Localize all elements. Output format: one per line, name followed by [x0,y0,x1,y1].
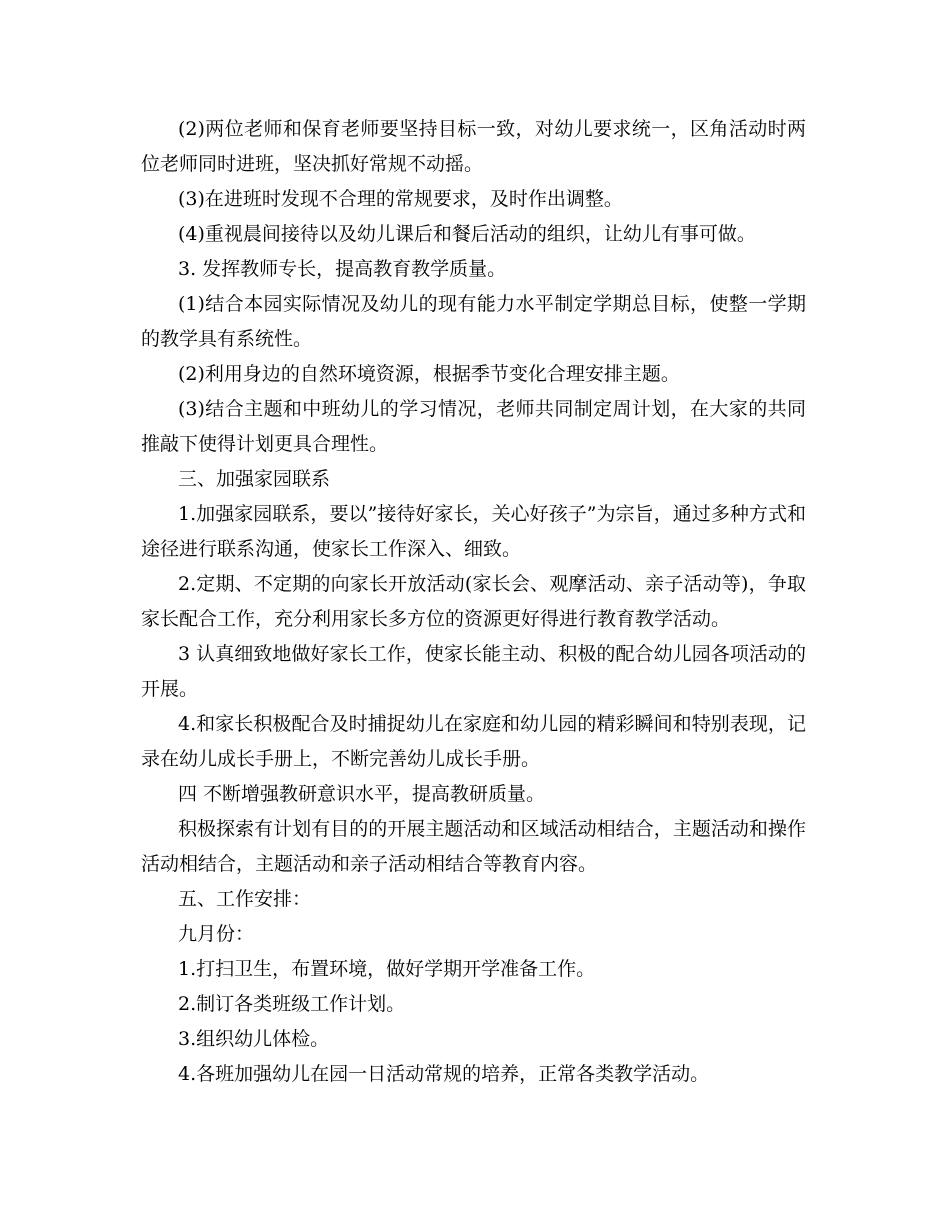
list-item-september-3: 3.组织幼儿体检。 [178,1028,330,1050]
paragraph-semester-goals: (1)结合本园实际情况及幼儿的现有能力水平制定学期总目标，使整一学期的教学具有系统性。 [141,293,806,350]
paragraph-contact-2: 2.定期、不定期的向家长开放活动(家长会、观摩活动、亲子活动等)，争取家长配合工作，充分利用家长多方位的资源更好得进行教育教学活动。 [141,573,806,630]
heading-september: 九月份： [178,923,255,945]
paragraph-contact-3: 3 认真细致地做好家长工作，使家长能主动、积极的配合幼儿园各项活动的开展。 [141,643,806,700]
list-item-september-4: 4.各班加强幼儿在园一日活动常规的培养，正常各类教学活动。 [178,1063,710,1085]
heading-teacher-strengths: 3. 发挥教师专长，提高教育教学质量。 [178,258,507,280]
paragraph-contact-1: 1.加强家园联系，要以”接待好家长，关心好孩子”为宗旨，通过多种方式和途径进行联系沟通，使家长工作深入、细致。 [141,503,806,560]
document-body [141,112,806,1092]
heading-work-arrangement: 五、工作安排： [178,888,312,910]
heading-home-school-contact: 三、加强家园联系 [178,468,331,490]
paragraph-morning-reception: (4)重视晨间接待以及幼儿课后和餐后活动的组织，让幼儿有事可做。 [178,223,756,245]
paragraph-weekly-plan: (3)结合主题和中班幼儿的学习情况，老师共同制定周计划，在大家的共同推敲下使得计划更具合理性。 [141,398,806,455]
paragraph-natural-resources: (2)利用身边的自然环境资源，根据季节变化合理安排主题。 [178,363,680,385]
heading-research-quality: 四 不断增强教研意识水平，提高教研质量。 [178,783,546,805]
list-item-september-1: 1.打扫卫生，布置环境，做好学期开学准备工作。 [178,958,596,980]
paragraph-contact-4: 4.和家长积极配合及时捕捉幼儿在家庭和幼儿园的精彩瞬间和特别表现，记录在幼儿成长手册上，不断完善幼儿成长手册。 [141,713,806,770]
list-item-september-2: 2.制订各类班级工作计划。 [178,993,406,1015]
paragraph-adjust-rules: (3)在进班时发现不合理的常规要求，及时作出调整。 [178,188,623,210]
paragraph-teachers-consistency: (2)两位老师和保育老师要坚持目标一致，对幼儿要求统一，区角活动时两位老师同时进班，坚决抓好常规不动摇。 [141,118,806,175]
paragraph-research-explore: 积极探索有计划有目的的开展主题活动和区域活动相结合，主题活动和操作活动相结合，主题活动和亲子活动相结合等教育内容。 [141,818,806,875]
